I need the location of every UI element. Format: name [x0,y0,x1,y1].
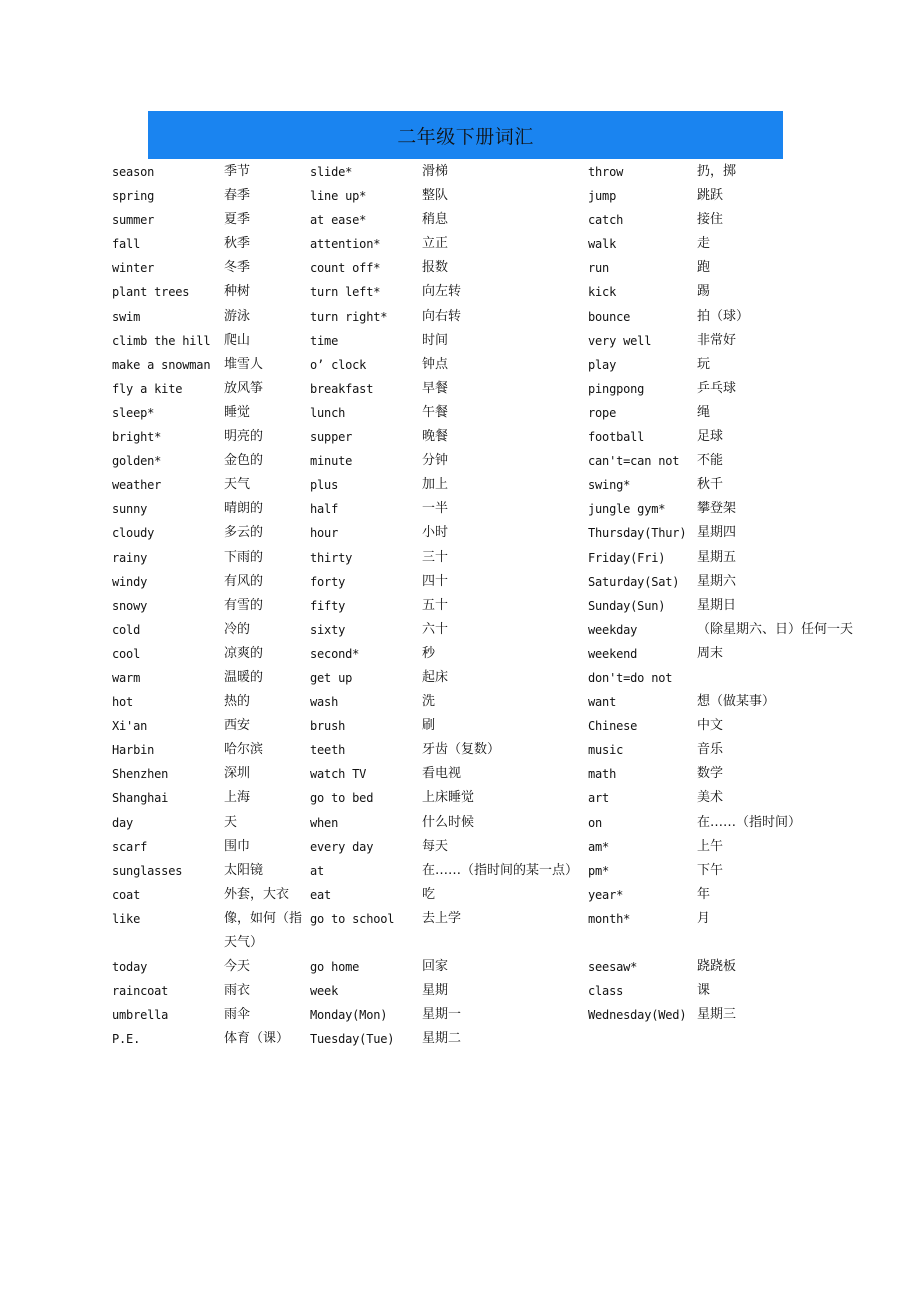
chinese-meaning: 数学 [697,766,724,782]
english-word [588,1027,697,1051]
english-word: bounce [588,309,631,324]
english-word: jump [588,189,617,204]
english-word: windy [112,574,148,589]
table-row [112,666,872,690]
english-word: eat [310,887,332,902]
table-row [112,521,872,545]
table-row [112,449,872,473]
english-word: snowy [112,598,148,613]
english-word: very well [588,333,652,348]
table-row [112,184,872,208]
english-word: rainy [112,550,148,565]
english-word: at ease* [310,213,367,228]
english-word: sunglasses [112,863,183,878]
english-word: pingpong [588,381,645,396]
english-word: seesaw* [588,960,638,975]
table-row [112,377,872,401]
chinese-meaning: 种树 [224,284,251,300]
chinese-meaning: 体育（课） [224,1031,290,1047]
table-row [112,859,872,883]
english-word: thirty [310,550,353,565]
chinese-meaning: 秋季 [224,236,251,252]
chinese-meaning: 星期六 [697,573,737,589]
english-word: go home [310,960,360,975]
english-word: go to bed [310,791,374,806]
table-row [112,160,872,184]
english-word: art [588,791,610,806]
chinese-meaning: 六十 [422,621,449,637]
chinese-meaning: 星期 [422,983,449,999]
english-word: Saturday(Sat) [588,574,680,589]
table-row [112,546,872,570]
chinese-meaning: 西安 [224,718,251,734]
table-row [112,811,872,835]
english-word: hour [310,526,339,541]
english-word: turn right* [310,309,388,324]
chinese-meaning: 每天 [422,838,449,854]
chinese-meaning: 跷跷板 [697,959,737,975]
table-row [112,305,872,329]
chinese-meaning: 月 [697,910,711,926]
chinese-meaning: 五十 [422,597,449,613]
table-row [112,979,872,1003]
chinese-meaning: 稍息 [422,212,449,228]
table-row [112,835,872,859]
chinese-meaning: 滑梯 [422,164,449,179]
chinese-meaning: 牙齿（复数） [422,742,501,758]
english-word: line up* [310,189,367,204]
chinese-meaning: 看电视 [422,766,462,782]
chinese-meaning: 堆雪人 [224,356,264,372]
table-row [112,762,872,786]
english-word: umbrella [112,1008,169,1023]
chinese-meaning: 有风的 [224,573,264,589]
table-row [112,1027,872,1051]
english-word: swim [112,309,141,324]
chinese-meaning: 天 [224,814,238,830]
chinese-meaning: 不能 [697,453,724,469]
english-word: brush [310,719,346,734]
english-word: Thursday(Thur) [588,526,687,541]
chinese-meaning: 攀登架 [697,501,737,517]
english-word: Chinese [588,719,638,734]
chinese-meaning: 四十 [422,573,449,589]
chinese-meaning: 星期日 [697,597,737,613]
chinese-meaning: 拍（球） [697,308,750,324]
chinese-meaning: 太阳镜 [224,862,264,878]
chinese-meaning: 在……（指时间的某一点） [422,862,579,878]
english-word: slide* [310,165,353,179]
chinese-meaning: 足球 [697,429,724,445]
table-row [112,883,872,907]
chinese-meaning: 回家 [422,959,449,975]
english-word: season [112,165,155,179]
english-word: raincoat [112,984,169,999]
table-row [112,714,872,738]
english-word: don't=do not [588,670,673,685]
english-word: weekday [588,622,638,637]
chinese-meaning: 整队 [422,188,449,204]
chinese-meaning: 向左转 [422,284,462,300]
english-word: summer [112,213,155,228]
english-word: go to school [310,911,395,926]
chinese-meaning: 接住 [697,212,724,228]
chinese-meaning: 午餐 [422,404,449,420]
chinese-meaning: 晚餐 [422,429,449,445]
chinese-meaning: 向右转 [422,308,462,324]
chinese-meaning: 金色的 [224,453,264,469]
chinese-meaning: 像，如何（指天气） [224,910,303,950]
title-banner [148,111,783,159]
english-word: run [588,261,610,276]
chinese-meaning: 吃 [422,886,436,902]
english-word: weekend [588,646,638,661]
english-word: winter [112,261,155,276]
chinese-meaning: 课 [697,983,711,999]
chinese-meaning: 冷的 [224,621,251,637]
chinese-meaning: 想（做某事） [697,694,776,710]
chinese-meaning: 一半 [422,501,449,517]
chinese-meaning: 加上 [422,477,449,493]
chinese-meaning: 多云的 [224,525,264,541]
english-word: class [588,984,624,999]
english-word: plant trees [112,285,190,300]
english-word: count off* [310,261,381,276]
english-word: breakfast [310,381,374,396]
english-word: fifty [310,598,346,613]
table-row [112,256,872,280]
english-word: walk [588,237,617,252]
chinese-meaning: 美术 [697,790,724,806]
table-row [112,401,872,425]
table-row [112,594,872,618]
english-word: month* [588,911,631,926]
english-word: pm* [588,863,610,878]
english-word: half [310,502,339,517]
chinese-meaning: 下雨的 [224,549,264,565]
table-row [112,497,872,521]
chinese-meaning: 音乐 [697,742,724,758]
table-row [112,329,872,353]
english-word: lunch [310,405,346,420]
english-word: every day [310,839,374,854]
english-word: cloudy [112,526,155,541]
chinese-meaning: 钟点 [422,356,449,372]
chinese-meaning: 秒 [422,645,436,661]
chinese-meaning: 非常好 [697,332,737,348]
english-word: am* [588,839,610,854]
english-word: Monday(Mon) [310,1008,388,1023]
english-word: like [112,911,141,926]
chinese-meaning: 早餐 [422,380,449,396]
chinese-meaning [697,666,872,690]
chinese-meaning: 年 [697,886,711,902]
english-word: catch [588,213,624,228]
chinese-meaning: 夏季 [224,212,251,228]
english-word: day [112,815,134,830]
chinese-meaning: 洗 [422,694,436,710]
english-word: math [588,767,617,782]
chinese-meaning: 玩 [697,356,711,372]
english-word: hot [112,695,134,710]
chinese-meaning: 中文 [697,718,724,734]
chinese-meaning: 热的 [224,694,251,710]
english-word: coat [112,887,141,902]
english-word: Friday(Fri) [588,550,666,565]
table-row [112,786,872,810]
english-word: want [588,695,617,710]
chinese-meaning: 春季 [224,188,251,204]
chinese-meaning: 扔，掷 [697,164,737,179]
chinese-meaning: 冬季 [224,260,251,276]
chinese-meaning: 温暖的 [224,669,264,685]
english-word: year* [588,887,624,902]
english-word: fall [112,237,141,252]
chinese-meaning: 明亮的 [224,429,264,445]
chinese-meaning: 秋千 [697,477,724,493]
english-word: rope [588,405,617,420]
english-word: week [310,984,339,999]
english-word: music [588,743,624,758]
chinese-meaning: 今天 [224,959,251,975]
chinese-meaning: 在……（指时间） [697,814,802,830]
page-title: 二年级下册词汇 [397,125,534,148]
english-word: Xi'an [112,719,148,734]
chinese-meaning: 季节 [224,164,251,179]
english-word: scarf [112,839,148,854]
table-row [112,738,872,762]
chinese-meaning: 有雪的 [224,597,264,613]
chinese-meaning: 爬山 [224,332,251,348]
chinese-meaning: 周末 [697,645,724,661]
english-word: jungle gym* [588,502,666,517]
english-word: today [112,960,148,975]
table-row [112,642,872,666]
chinese-meaning: 哈尔滨 [224,742,264,758]
english-word: play [588,357,617,372]
chinese-meaning: 上海 [224,790,251,806]
table-row [112,353,872,377]
english-word: sixty [310,622,346,637]
english-word: Shenzhen [112,767,169,782]
english-word: attention* [310,237,381,252]
english-word: golden* [112,454,162,469]
english-word: warm [112,670,141,685]
english-word: teeth [310,743,346,758]
table-row [112,690,872,714]
english-word: bright* [112,430,162,445]
english-word: Tuesday(Tue) [310,1032,395,1047]
chinese-meaning: 绳 [697,404,711,420]
english-word: swing* [588,478,631,493]
chinese-meaning: 围巾 [224,838,251,854]
chinese-meaning: 分钟 [422,453,449,469]
english-word: sleep* [112,405,155,420]
table-row [112,907,872,955]
chinese-meaning: 星期二 [422,1031,462,1047]
table-row [112,280,872,304]
chinese-meaning: 下午 [697,862,724,878]
english-word: supper [310,430,353,445]
chinese-meaning: 天气 [224,477,251,493]
english-word: turn left* [310,285,381,300]
vocabulary-table [112,160,872,1051]
chinese-meaning: 起床 [422,669,449,685]
english-word: can't=can not [588,454,680,469]
chinese-meaning: 晴朗的 [224,501,264,517]
english-word: football [588,430,645,445]
chinese-meaning: 去上学 [422,910,462,926]
english-word: time [310,333,339,348]
english-word: fly a kite [112,381,183,396]
chinese-meaning: 报数 [422,260,449,276]
english-word: minute [310,454,353,469]
chinese-meaning: 外套，大衣 [224,886,290,902]
chinese-meaning: 小时 [422,525,449,541]
chinese-meaning: 星期五 [697,549,737,565]
chinese-meaning: 星期一 [422,1007,462,1023]
english-word: second* [310,646,360,661]
table-row [112,425,872,449]
table-row [112,570,872,594]
english-word: when [310,815,339,830]
chinese-meaning: 雨衣 [224,983,251,999]
english-word: at [310,863,325,878]
english-word: Wednesday(Wed) [588,1008,687,1023]
english-word: sunny [112,502,148,517]
chinese-meaning: 跳跃 [697,188,724,204]
english-word: cool [112,646,141,661]
chinese-meaning: 踢 [697,284,711,300]
table-row [112,618,872,642]
english-word: on [588,815,603,830]
chinese-meaning: 走 [697,236,711,252]
table-row [112,473,872,497]
chinese-meaning: 跑 [697,260,711,276]
table-row [112,955,872,979]
english-word: weather [112,478,162,493]
english-word: Harbin [112,743,155,758]
table-row [112,1003,872,1027]
chinese-meaning [697,1027,872,1051]
chinese-meaning: 游泳 [224,308,251,324]
chinese-meaning: 乒乓球 [697,380,737,396]
english-word: kick [588,285,617,300]
table-row [112,208,872,232]
table-row [112,232,872,256]
chinese-meaning: 立正 [422,236,449,252]
english-word: cold [112,622,141,637]
chinese-meaning: 三十 [422,549,449,565]
english-word: get up [310,670,353,685]
english-word: Shanghai [112,791,169,806]
chinese-meaning: 什么时候 [422,814,475,830]
english-word: wash [310,695,339,710]
chinese-meaning: 刷 [422,718,436,734]
chinese-meaning: （除星期六、日）任何一天 [697,621,854,637]
chinese-meaning: 凉爽的 [224,645,264,661]
chinese-meaning: 睡觉 [224,404,251,420]
english-word: watch TV [310,767,367,782]
chinese-meaning: 放风筝 [224,380,264,396]
chinese-meaning: 星期三 [697,1007,737,1023]
english-word: plus [310,478,339,493]
english-word: o’ clock [310,357,367,372]
english-word: spring [112,189,155,204]
english-word: Sunday(Sun) [588,598,666,613]
chinese-meaning: 雨伞 [224,1007,251,1023]
english-word: climb the hill [112,333,211,348]
chinese-meaning: 上床睡觉 [422,790,475,806]
english-word: throw [588,165,624,179]
english-word: P.E. [112,1032,141,1047]
chinese-meaning: 上午 [697,838,724,854]
chinese-meaning: 深圳 [224,766,251,782]
chinese-meaning: 时间 [422,332,449,348]
english-word: forty [310,574,346,589]
chinese-meaning: 星期四 [697,525,737,541]
english-word: make a snowman [112,357,211,372]
